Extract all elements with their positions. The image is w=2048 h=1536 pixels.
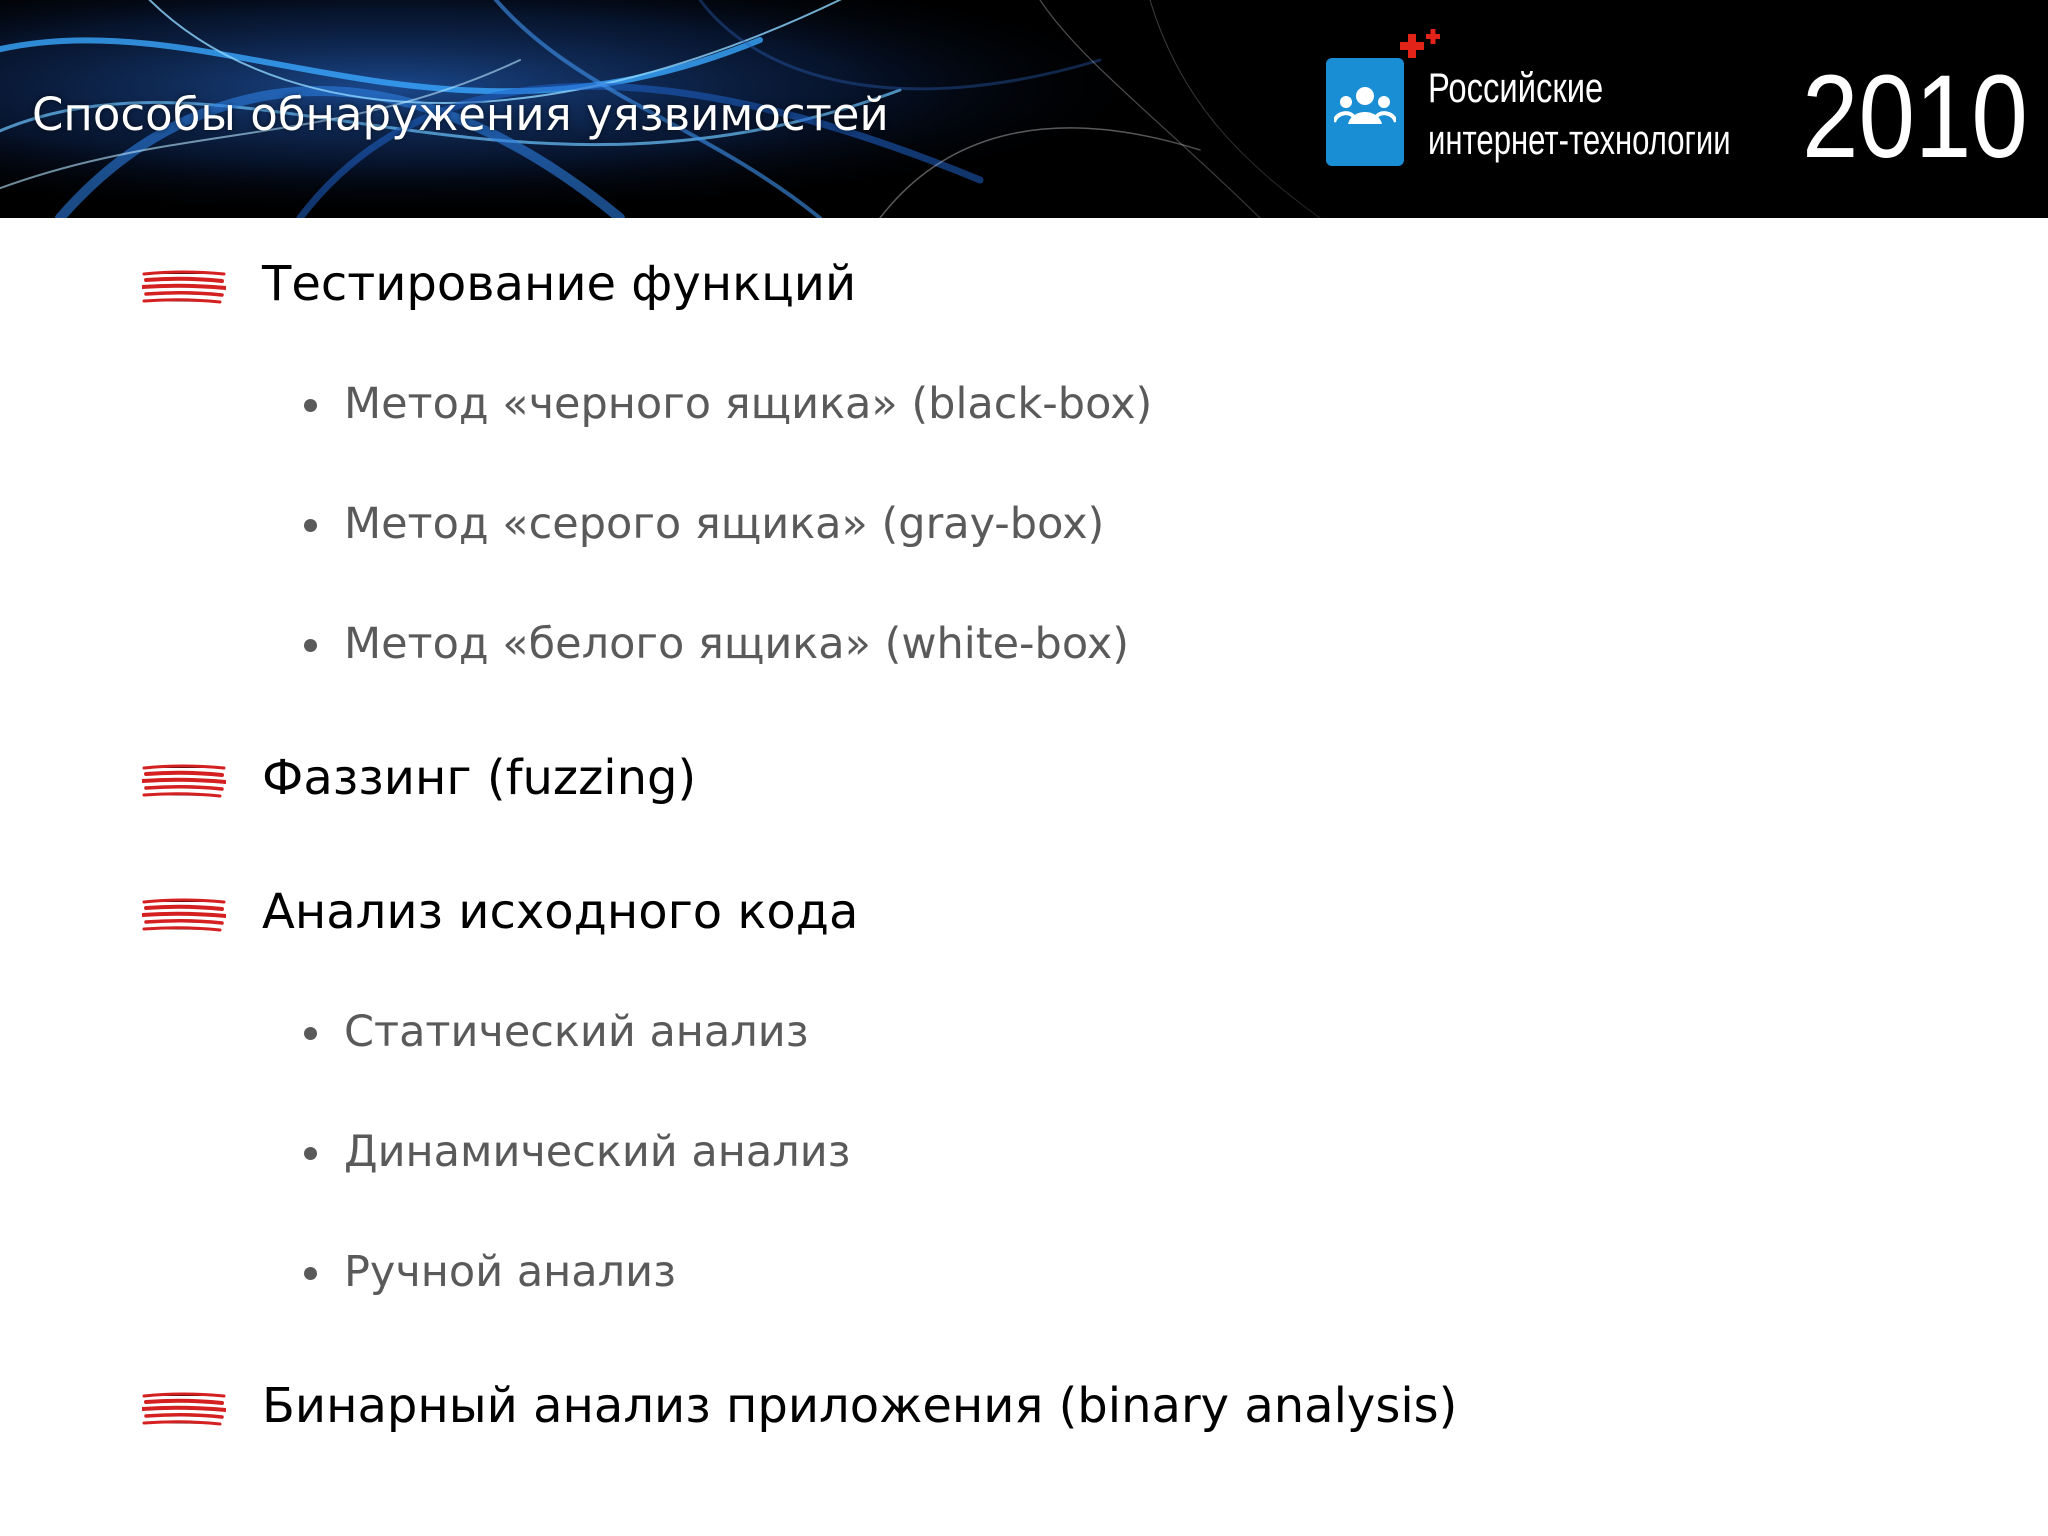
logo-line1: Российские: [1428, 64, 1604, 111]
item-label: Тестирование функций: [262, 256, 857, 312]
people-icon: [1334, 78, 1396, 138]
item-label: Метод «серого ящика» (gray-box): [344, 499, 1105, 549]
plus-plus-icon: [1396, 24, 1446, 64]
bullet-dot-icon: [304, 399, 317, 412]
item-label: Фаззинг (fuzzing): [262, 750, 697, 806]
logo-line2: интернет-технологии: [1428, 116, 1731, 163]
red-stripes-bullet-icon: [142, 896, 226, 936]
item-label: Динамический анализ: [344, 1127, 851, 1177]
bullet-dot-icon: [304, 519, 317, 532]
conference-logo: [1326, 20, 2028, 183]
bullet-dot-icon: [304, 1147, 317, 1160]
item-label: Метод «белого ящика» (white-box): [344, 619, 1130, 669]
bullet-dot-icon: [304, 1267, 317, 1280]
item-label: Статический анализ: [344, 1007, 809, 1057]
red-stripes-bullet-icon: [142, 268, 226, 308]
header-banner: [0, 0, 2048, 218]
item-label: Метод «черного ящика» (black-box): [344, 379, 1153, 429]
bullet-list: [0, 218, 2048, 1536]
item-label: Бинарный анализ приложения (binary analysis): [262, 1378, 1458, 1434]
bullet-dot-icon: [304, 639, 317, 652]
red-stripes-bullet-icon: [142, 762, 226, 802]
red-stripes-bullet-icon: [142, 1390, 226, 1430]
slide-title: Способы обнаружения уязвимостей: [32, 88, 889, 141]
bullet-dot-icon: [304, 1027, 317, 1040]
logo-year: 2010: [1802, 51, 2028, 183]
item-label: Анализ исходного кода: [262, 884, 859, 940]
item-label: Ручной анализ: [344, 1247, 676, 1297]
